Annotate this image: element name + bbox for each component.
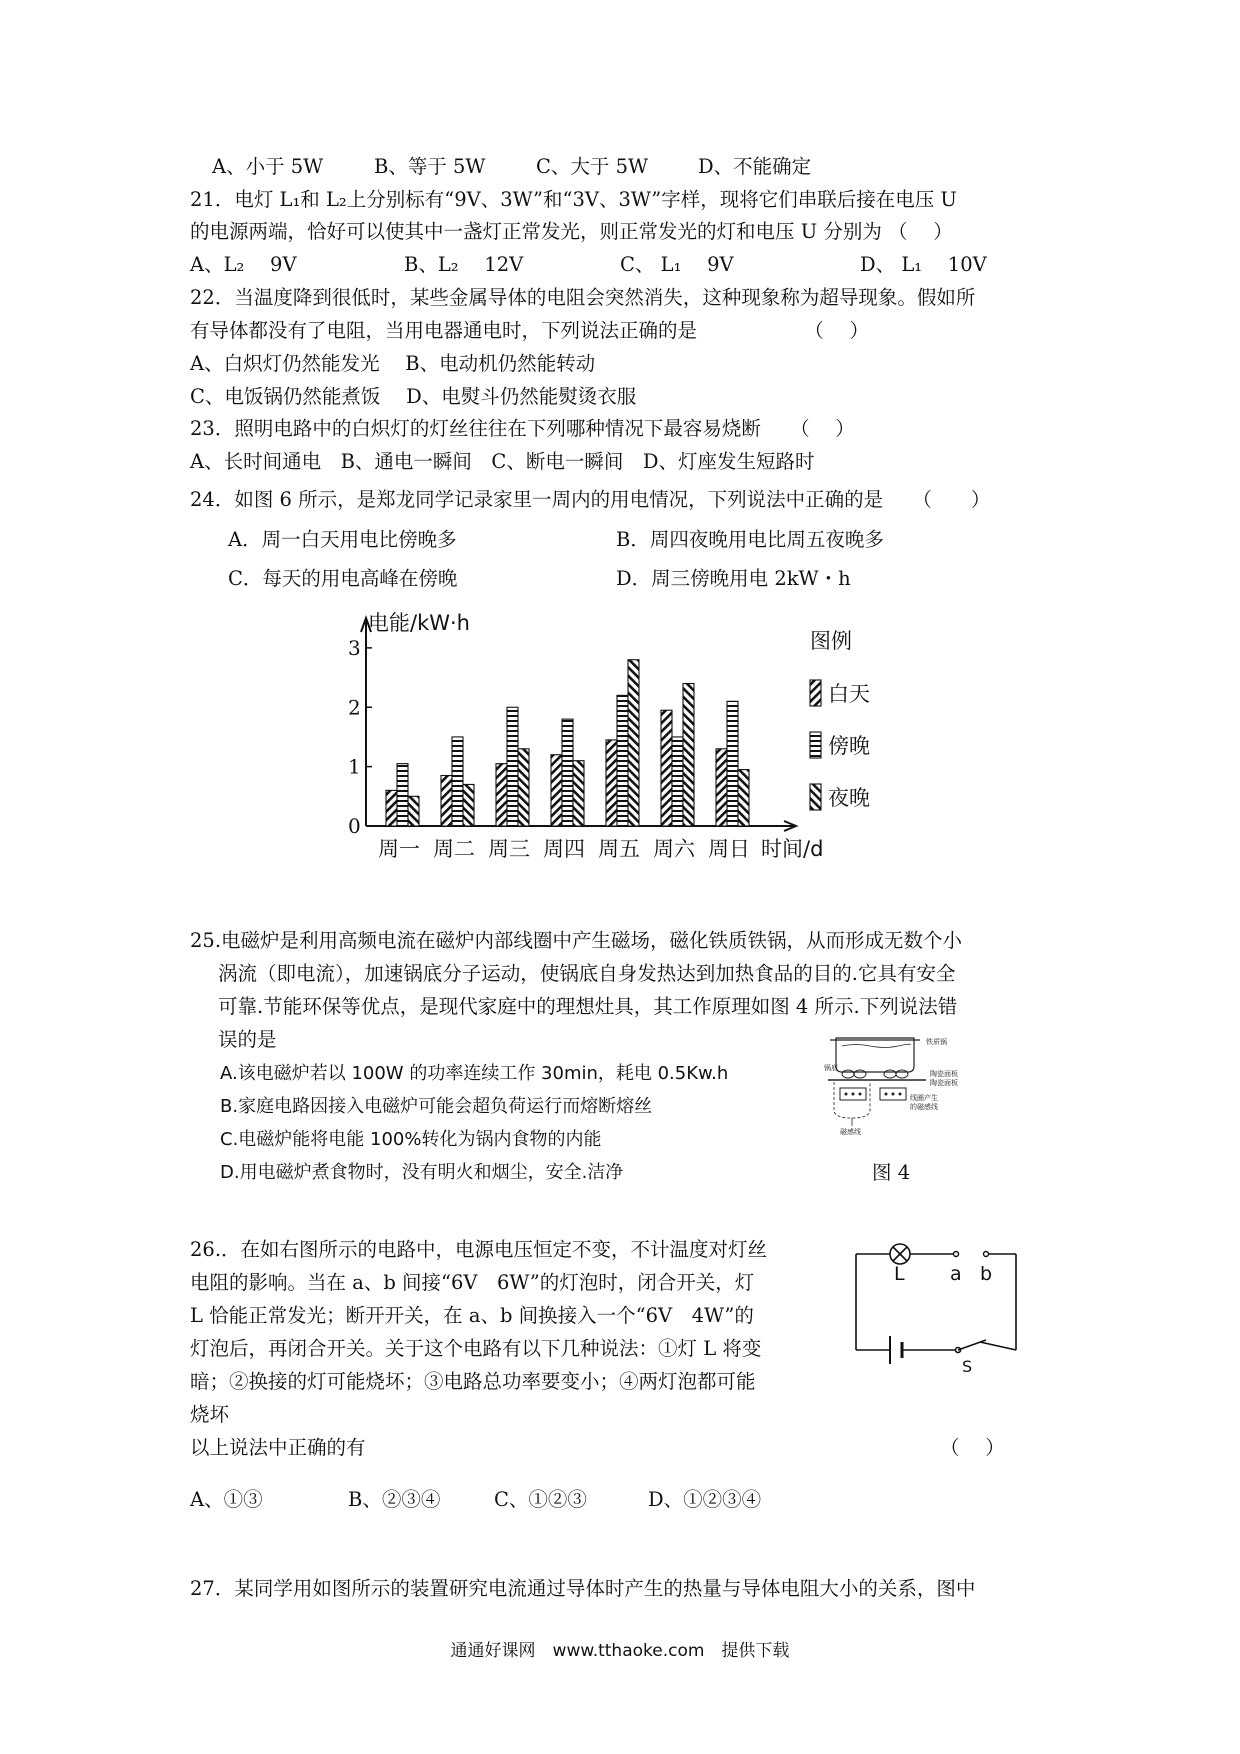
q20-option-d: D、不能确定 — [698, 155, 812, 178]
chart-bar-evening — [397, 764, 408, 826]
chart-legend-swatch — [810, 784, 821, 810]
chart-bar-evening — [507, 707, 518, 826]
q20-option-c: C、大于 5W — [536, 155, 649, 178]
q24-line: 24．如图 6 所示，是郑龙同学记录家里一周内的用电情况，下列说法中正确的是 （ ） — [190, 488, 991, 511]
q26-option-b: B、②③④ — [348, 1488, 441, 1511]
chart-y-tick-label: 2 — [348, 695, 361, 720]
chart-bar-day — [716, 749, 727, 826]
terminal-b-label: b — [980, 1263, 993, 1285]
q21-option-c: C、 L₁ 9V — [620, 253, 734, 276]
chart-bar-night — [738, 770, 749, 826]
q24-option-a: A．周一白天用电比傍晚多 — [228, 528, 457, 551]
chart-y-tick-label: 0 — [348, 814, 361, 838]
chart-legend-title: 图例 — [810, 629, 852, 653]
q25-option-d: D.用电磁炉煮食物时，没有明火和烟尘，安全.洁净 — [220, 1162, 624, 1183]
chart-bar-evening — [672, 737, 683, 826]
chart-x-tick-label: 周五 — [598, 837, 640, 861]
chart-y-tick-label: 3 — [348, 635, 361, 660]
chart-x-tick-label: 周六 — [653, 837, 695, 861]
chart-y-tick-label: 1 — [348, 754, 361, 779]
switch-icon — [956, 1340, 987, 1353]
chart-bar-evening — [562, 719, 573, 826]
chart-x-tick-label: 周三 — [488, 837, 530, 861]
chart-bar-day — [496, 764, 507, 826]
q23-line: 23．照明电路中的白炽灯的灯丝往往在下列哪种情况下最容易烧断 （ ） — [190, 417, 855, 440]
q26-option-d: D、①②③④ — [648, 1488, 762, 1511]
q26-line-3: L 恰能正常发光；断开开关，在 a、b 间换接入一个“6V 4W”的 — [190, 1304, 754, 1327]
fig4-label-panel-2: 陶瓷面板 — [930, 1079, 958, 1087]
q22-option-line-1: A、白炽灯仍然能发光 B、电动机仍然能转动 — [190, 352, 596, 375]
q25-line-2: 涡流（即电流），加速锅底分子运动，使锅底自身发热达到加热食品的目的.它具有安全 — [218, 962, 956, 985]
chart-legend-swatch — [810, 732, 821, 758]
battery-icon — [890, 1336, 902, 1364]
chart-bar-evening — [617, 695, 628, 826]
chart-legend-label: 傍晚 — [828, 734, 870, 758]
lamp-icon — [890, 1244, 910, 1264]
q21-option-a: A、L₂ 9V — [190, 253, 297, 276]
chart-x-tick-label: 周一 — [378, 837, 420, 861]
q21-line-2: 的电源两端，恰好可以使其中一盏灯正常发光，则正常发光的灯和电压 U 分别为 （ ） — [190, 220, 953, 243]
q22-line-2: 有导体都没有了电阻，当用电器通电时，下列说法正确的是 （ ） — [190, 319, 869, 342]
pot-icon — [830, 1038, 920, 1072]
q22-option-line-2: C、电饭锅仍然能煮饭 D、电熨斗仍然能熨烫衣服 — [190, 385, 637, 408]
fig4-label-coil-2: 的磁感线 — [910, 1103, 938, 1111]
chart-legend-label: 夜晚 — [828, 786, 870, 810]
q22-line-1: 22．当温度降到很低时，某些金属导体的电阻会突然消失，这种现象称为超导现象。假如所 — [190, 286, 976, 309]
chart-legend-swatch — [810, 680, 821, 706]
chart-bar-night — [683, 684, 694, 827]
fig4-label-coil-1: 线圈产生 — [910, 1094, 938, 1102]
chart-x-tick-label: 周二 — [433, 837, 475, 861]
chart-bar-evening — [452, 737, 463, 826]
circuit-diagram — [846, 1232, 1026, 1382]
q20-option-a: A、小于 5W — [212, 155, 324, 178]
q25-line-3: 可靠.节能环保等优点，是现代家庭中的理想灶具，其工作原理如图 4 所示.下列说法错 — [218, 995, 958, 1018]
chart-bar-day — [606, 740, 617, 826]
q25-line-4: 误的是 — [218, 1028, 277, 1051]
q24-option-d: D．周三傍晚用电 2kW・h — [616, 567, 851, 590]
lamp-label: L — [894, 1263, 905, 1285]
q25-option-c: C.电磁炉能将电能 100%转化为锅内食物的内能 — [220, 1129, 602, 1150]
fig4-label-pot: 铁质锅 — [926, 1038, 947, 1046]
chart-x-tick-label: 周四 — [543, 837, 585, 861]
electricity-usage-chart — [340, 610, 900, 870]
chart-bar-night — [573, 761, 584, 826]
chart-x-tick-label: 周日 — [708, 837, 750, 861]
q21-line-1: 21．电灯 L₁和 L₂上分别标有“9V、3W”和“3V、3W”字样，现将它们串联后接在电压 U — [190, 188, 957, 211]
q26-line-1: 26.．在如右图所示的电路中，电源电压恒定不变，不计温度对灯丝 — [190, 1238, 768, 1261]
chart-bar-night — [463, 784, 474, 826]
chart-bar-evening — [727, 701, 738, 826]
q26-bracket: （ ） — [940, 1436, 1005, 1459]
chart-bar-night — [628, 660, 639, 826]
chart-bar-day — [661, 710, 672, 826]
induction-cooker-diagram — [826, 1030, 976, 1158]
q26-line-6: 烧坏 — [190, 1403, 230, 1426]
q23-option-line: A、长时间通电 B、通电一瞬间 C、断电一瞬间 D、灯座发生短路时 — [190, 450, 815, 473]
q26-line-2: 电阻的影响。当在 a、b 间接“6V 6W”的灯泡时，闭合开关，灯 — [190, 1271, 755, 1294]
fig4-label-bottom: 锅底 — [824, 1064, 838, 1072]
q26-option-a: A、①③ — [190, 1488, 263, 1511]
q26-option-c: C、①②③ — [494, 1488, 587, 1511]
chart-bar-day — [441, 776, 452, 826]
chart-x-label: 时间/d — [761, 837, 824, 861]
fig4-caption: 图 4 — [872, 1161, 911, 1184]
q25-option-b: B.家庭电路因接入电磁炉可能会超负荷运行而熔断熔丝 — [220, 1096, 653, 1117]
chart-bar-night — [408, 796, 419, 826]
q21-option-b: B、L₂ 12V — [404, 253, 524, 276]
switch-label: S — [962, 1357, 973, 1376]
q25-line-1: 25.电磁炉是利用高频电流在磁炉内部线圈中产生磁场，磁化铁质铁锅，从而形成无数个小 — [190, 929, 963, 952]
q20-option-b: B、等于 5W — [374, 155, 486, 178]
coil-icon — [842, 1070, 908, 1078]
q26-line-4: 灯泡后，再闭合开关。关于这个电路有以下几种说法：①灯 L 将变 — [190, 1337, 762, 1360]
chart-y-label: 电能/kW·h — [368, 611, 470, 635]
q26-line-5: 暗；②换接的灯可能烧坏；③电路总功率要变小；④两灯泡都可能 — [190, 1370, 756, 1393]
q21-option-d: D、 L₁ 10V — [860, 253, 987, 276]
q24-option-b: B．周四夜晚用电比周五夜晚多 — [616, 528, 884, 551]
q27-line: 27．某同学用如图所示的装置研究电流通过导体时产生的热量与导体电阻大小的关系，图中 — [190, 1577, 976, 1600]
chart-legend-label: 白天 — [828, 682, 870, 706]
page-footer: 通通好课网 www.tthaoke.com 提供下载 — [450, 1641, 790, 1661]
fig4-label-panel: 陶瓷面板 — [930, 1070, 958, 1078]
chart-bar-day — [386, 790, 397, 826]
fig4-label-field: 磁感线 — [840, 1128, 861, 1136]
q26-last-line: 以上说法中正确的有 — [190, 1436, 366, 1459]
q25-option-a: A.该电磁炉若以 100W 的功率连续工作 30min，耗电 0.5Kw.h — [220, 1063, 729, 1084]
q24-option-c: C．每天的用电高峰在傍晚 — [228, 567, 458, 590]
chart-bar-day — [551, 755, 562, 826]
chart-bar-night — [518, 749, 529, 826]
terminal-a-label: a — [950, 1263, 962, 1285]
